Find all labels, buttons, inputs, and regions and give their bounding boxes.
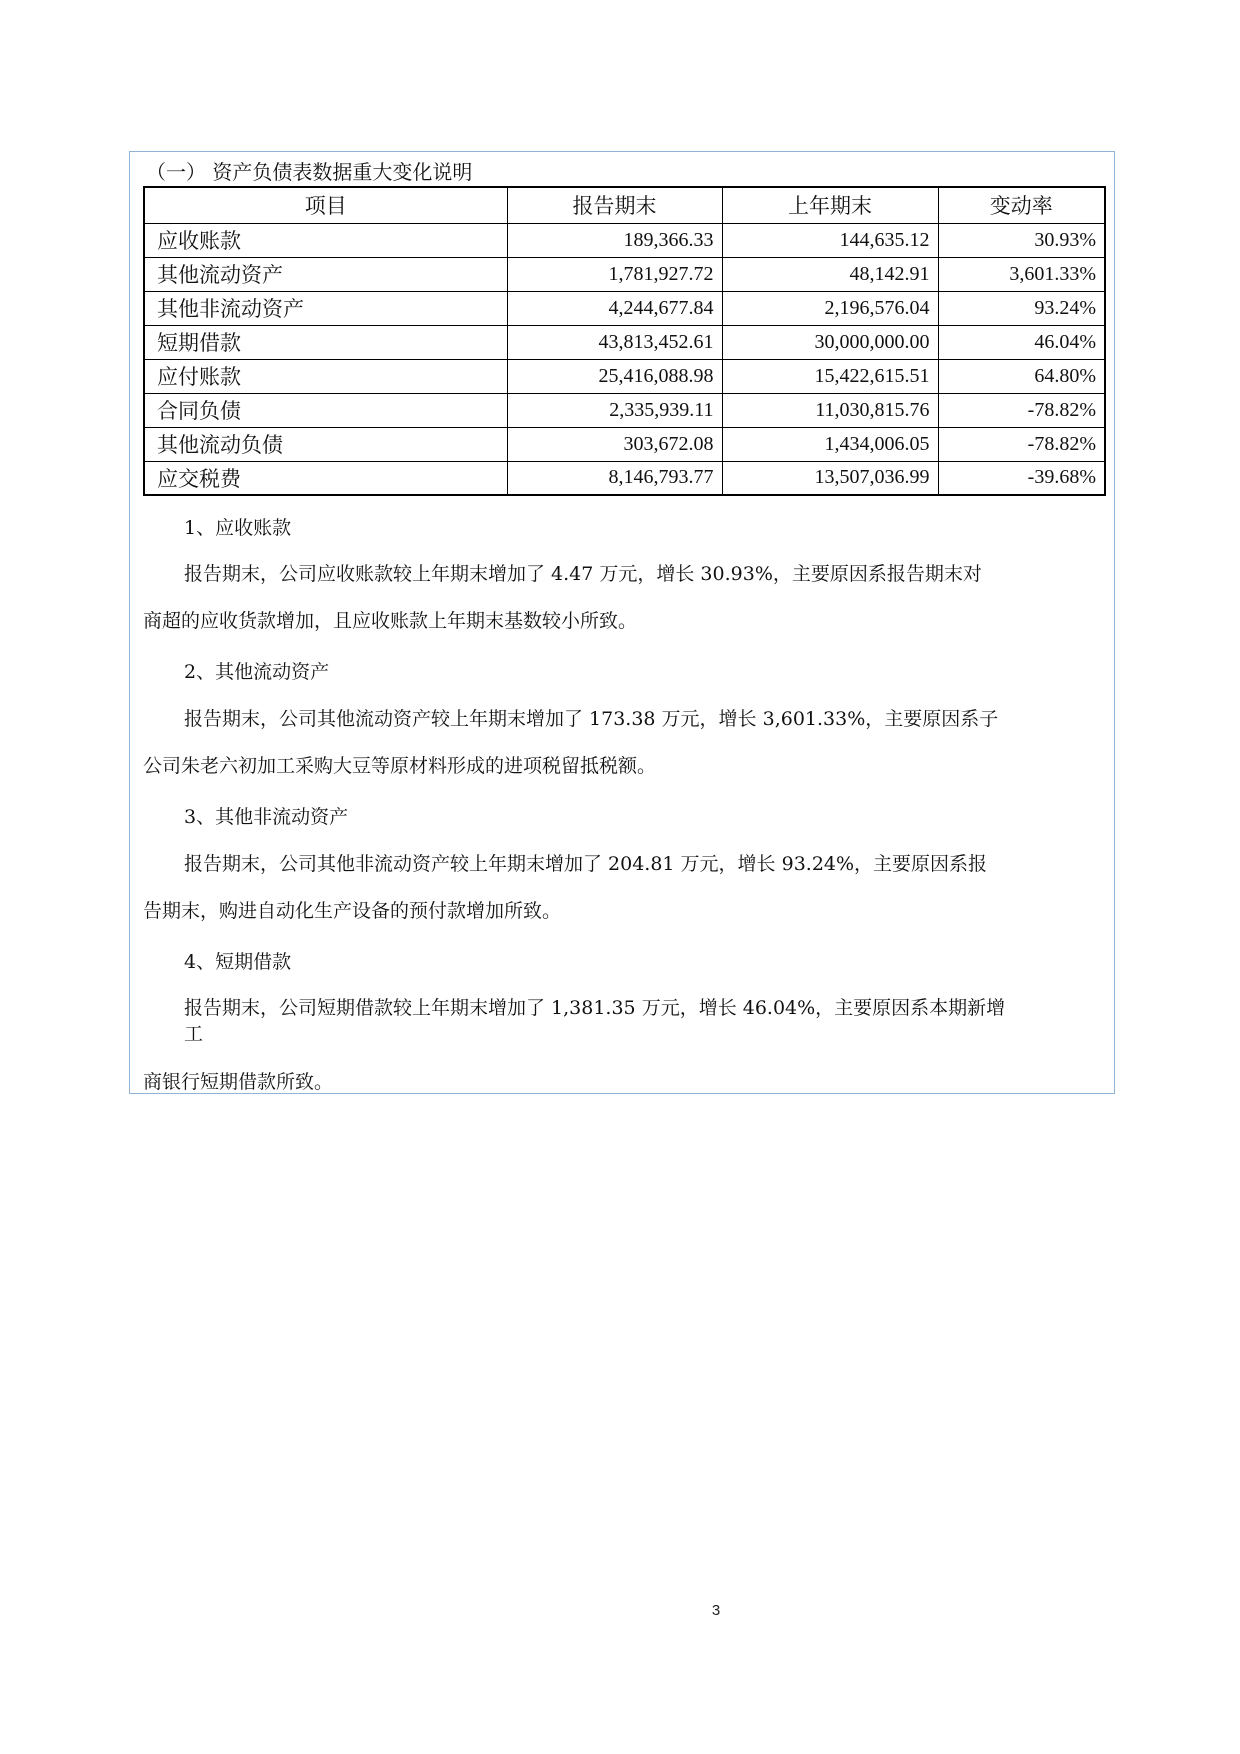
- note-text-line: 报告期末，公司应收账款较上年期末增加了 4.47 万元，增长 30.93%，主要原因系报告期末对: [184, 563, 982, 585]
- row-change: -39.68%: [938, 461, 1105, 495]
- row-change: 93.24%: [938, 291, 1105, 325]
- row-item: 其他流动负债: [144, 427, 507, 461]
- table-row: [144, 427, 1105, 461]
- row-item: 合同负债: [144, 393, 507, 427]
- note-text-line: 商超的应收货款增加，且应收账款上年期末基数较小所致。: [143, 610, 638, 632]
- table-row: [144, 393, 1105, 427]
- row-current: 43,813,452.61: [507, 325, 722, 359]
- table-row: [144, 461, 1105, 495]
- row-item: 应收账款: [144, 223, 507, 257]
- page-number: 3: [711, 1602, 721, 1619]
- header-current-period: 报告期末: [507, 187, 722, 223]
- row-current: 189,366.33: [507, 223, 722, 257]
- row-current: 8,146,793.77: [507, 461, 722, 495]
- note-text-line: 报告期末，公司其他非流动资产较上年期末增加了 204.81 万元，增长 93.24%，主要原因系报: [184, 853, 988, 875]
- note-text-line-wrap: 工: [184, 1023, 204, 1045]
- header-change-rate: 变动率: [938, 187, 1105, 223]
- table-row: [144, 257, 1105, 291]
- section-title: （一） 资产负债表数据重大变化说明: [146, 160, 473, 184]
- table-header-row: [144, 187, 1105, 223]
- row-item: 短期借款: [144, 325, 507, 359]
- table-row: [144, 291, 1105, 325]
- table-row: [144, 359, 1105, 393]
- balance-sheet-table: [143, 186, 1106, 496]
- row-current: 303,672.08: [507, 427, 722, 461]
- row-change: -78.82%: [938, 427, 1105, 461]
- table-row: [144, 223, 1105, 257]
- note-heading-accounts-receivable: 1、应收账款: [184, 517, 292, 539]
- note-text-line: 告期末，购进自动化生产设备的预付款增加所致。: [143, 900, 562, 922]
- note-heading-other-current-assets: 2、其他流动资产: [184, 661, 330, 683]
- row-prior: 30,000,000.00: [722, 325, 938, 359]
- row-current: 1,781,927.72: [507, 257, 722, 291]
- row-prior: 48,142.91: [722, 257, 938, 291]
- row-current: 25,416,088.98: [507, 359, 722, 393]
- row-item: 应付账款: [144, 359, 507, 393]
- row-prior: 2,196,576.04: [722, 291, 938, 325]
- row-change: 46.04%: [938, 325, 1105, 359]
- row-prior: 13,507,036.99: [722, 461, 938, 495]
- note-heading-other-noncurrent-assets: 3、其他非流动资产: [184, 806, 349, 828]
- row-item: 应交税费: [144, 461, 507, 495]
- row-item: 其他流动资产: [144, 257, 507, 291]
- row-current: 2,335,939.11: [507, 393, 722, 427]
- row-change: 3,601.33%: [938, 257, 1105, 291]
- header-item: 项目: [144, 187, 507, 223]
- note-text-line: 报告期末，公司短期借款较上年期末增加了 1,381.35 万元，增长 46.04%，主要原因系本期新增: [184, 997, 1006, 1019]
- header-prior-period: 上年期末: [722, 187, 938, 223]
- row-prior: 15,422,615.51: [722, 359, 938, 393]
- note-text-line: 报告期末，公司其他流动资产较上年期末增加了 173.38 万元，增长 3,601.33%，主要原因系子: [184, 708, 999, 730]
- row-change: 64.80%: [938, 359, 1105, 393]
- row-current: 4,244,677.84: [507, 291, 722, 325]
- note-text-line: 商银行短期借款所致。: [143, 1071, 334, 1093]
- row-item: 其他非流动资产: [144, 291, 507, 325]
- row-change: 30.93%: [938, 223, 1105, 257]
- row-prior: 1,434,006.05: [722, 427, 938, 461]
- row-change: -78.82%: [938, 393, 1105, 427]
- note-heading-short-term-loans: 4、短期借款: [184, 951, 292, 973]
- row-prior: 11,030,815.76: [722, 393, 938, 427]
- table-row: [144, 325, 1105, 359]
- note-text-line: 公司朱老六初加工采购大豆等原材料形成的进项税留抵税额。: [143, 755, 657, 777]
- row-prior: 144,635.12: [722, 223, 938, 257]
